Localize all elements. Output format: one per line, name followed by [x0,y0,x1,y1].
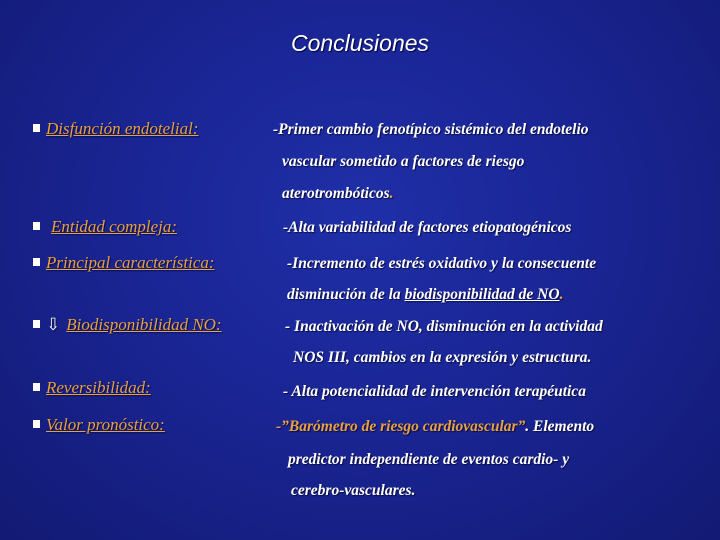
bullet-icon [33,124,40,132]
term-principal-caracteristica: Principal característica: [46,253,215,272]
term-biodisponibilidad [46,315,222,335]
desc-valor-line-2: predictor independiente de eventos cardio- y [288,451,570,468]
desc-disfuncion-line-3 [282,185,394,203]
slide-title: Conclusiones [290,30,430,56]
term-valor-pronostico: Valor pronóstico: [46,415,165,434]
bullet-icon [33,320,40,328]
desc-biodisponibilidad-line-1: - Inactivación de NO, disminución en la actividad [285,318,603,335]
bullet-icon [33,222,40,230]
term-disfuncion-endotelial: Disfunción endotelial: [46,119,199,138]
bullet-icon [33,258,40,266]
desc-principal-period: . [559,286,564,303]
term-biodisponibilidad-text: Biodisponibilidad NO: [66,315,222,334]
bullet-icon [33,420,40,428]
desc-disfuncion-line-3-text: aterotrombóticos [282,185,390,202]
desc-valor-line-1-text: . Elemento [525,418,595,435]
term-entidad-compleja: Entidad compleja: [51,217,178,236]
desc-reversibilidad-line-1: - Alta potencialidad de intervención terapéutica [283,383,586,400]
down-arrow-icon: ⇩ [46,315,61,334]
term-reversibilidad: Reversibilidad: [46,378,151,397]
desc-disfuncion-line-1: -Primer cambio fenotípico sistémico del endotelio [273,121,589,138]
desc-principal-line-1: -Incremento de estrés oxidativo y la consecuente [287,255,597,272]
desc-disfuncion-line-2: vascular sometido a factores de riesgo [282,153,525,170]
desc-principal-underlined: biodisponibilidad de NO [404,286,560,303]
desc-valor-quote: -”Barómetro de riesgo cardiovascular” [276,418,526,435]
desc-disfuncion-period: . [389,185,394,202]
desc-biodisponibilidad-line-2: NOS III, cambios en la expresión y estructura. [293,349,592,366]
desc-valor-line-3: cerebro-vasculares. [291,482,416,499]
desc-entidad-line-1: -Alta variabilidad de factores etiopatogénicos [283,219,572,236]
desc-principal-line-2 [287,286,563,304]
bullet-icon [33,383,40,391]
desc-principal-line-2-text: disminución de la [287,286,405,303]
desc-valor-line-1 [276,418,594,436]
